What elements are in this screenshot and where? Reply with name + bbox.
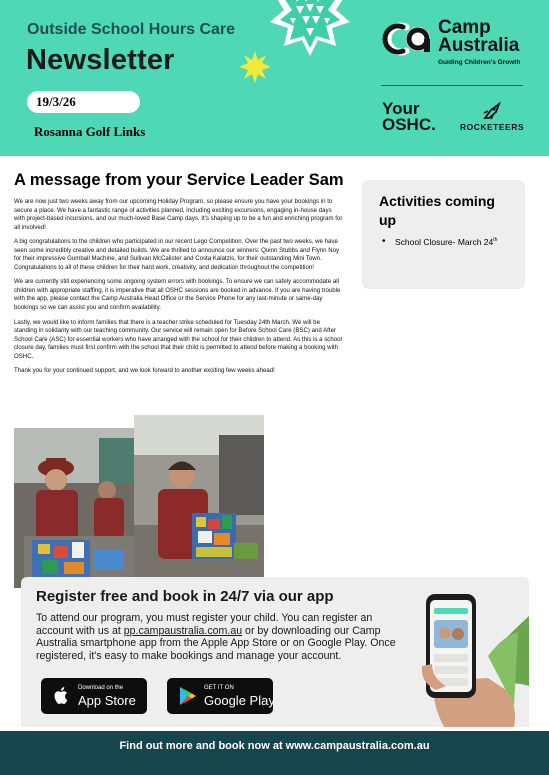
google-play-button[interactable] <box>167 678 273 714</box>
rocketeers-logo <box>456 102 528 132</box>
google-play-text: Google Play <box>204 693 275 708</box>
lego-photo-right <box>134 415 264 588</box>
brand-name-line2: Australia <box>438 35 520 56</box>
service-location: Rosanna Golf Links <box>34 124 146 139</box>
apple-icon <box>50 685 72 707</box>
footer-banner <box>0 731 549 775</box>
register-title: Register free and book in 24/7 via our app <box>36 588 334 605</box>
header-subtitle: Outside School Hours Care <box>27 21 236 38</box>
activity-item <box>382 237 497 247</box>
issue-date: 19/3/26 <box>27 91 140 113</box>
app-store-button[interactable] <box>41 678 147 714</box>
phone-in-hand-illustration <box>418 586 529 727</box>
register-link[interactable]: pp.campaustralia.com.au <box>123 624 243 637</box>
register-body <box>36 612 411 662</box>
message-title: A message from your Service Leader Sam <box>14 171 344 189</box>
your-oshc-logo <box>382 101 436 133</box>
message-paragraph: Thank you for your continued support, and we look forward to another exciting few weeks ahead! <box>14 367 275 375</box>
rocketeers-text: ROCKETEERS <box>459 122 525 132</box>
google-play-icon <box>176 685 198 707</box>
register-text-before: To attend our program, you must register your child. You can register an account with us at <box>36 612 373 637</box>
sun-icon <box>239 51 271 83</box>
message-paragraph: A big congratulations to the children who participated in our recent Lego Competition. Over the past two weeks, we have seen some incredibly creative and detailed builds. We are thrilled to announce our winners: Quinn Stubbs and Flynn Noy for their impressive Gumball Machine, and Sullivan McCalister and Costa Kalatzis, for their outstanding Mini Town. Congratulations to all of these children for their hard work, creativity, and dedication throughout the competition! <box>14 238 340 271</box>
activity-suffix: th <box>493 237 498 244</box>
google-play-small-text: GET IT ON <box>204 685 234 691</box>
newsletter-header <box>0 0 549 156</box>
oshc-line1: Your <box>382 99 420 118</box>
register-text-after: or by downloading our Camp Australia smartphone app from the Apple App Store or on Google Play. Once registered, it's easy to make bookings and manage your account. <box>36 624 396 662</box>
message-paragraph: We are currently still experiencing some ongoing system errors with bookings. To ensure we can safely accommodate all children with appropriate staffing, it is imperative that all OSHC sessions are booked in advance. If you are having trouble with the app, please contact the Camp Australia Head Office or the Service Phone for any last-minute or same-day bookings so we can assist you and confirm availability. <box>14 278 341 312</box>
message-paragraph: We are now just two weeks away from our upcoming Holiday Program, so please ensure you have your bookings in to secure a place. We have a fantastic range of activities planned, including exciting excursions, engaging in-house days with project-based incursions, and our much-loved Base Camp days. It's shaping up to be a fun and enriching program for all involved! <box>14 198 343 231</box>
app-store-small-text: Download on the <box>78 685 124 691</box>
lego-photo-left <box>14 428 134 588</box>
activities-title: Activities coming up <box>379 193 495 228</box>
lego-photo-left-image <box>14 428 134 588</box>
brand-name <box>438 19 519 55</box>
brand-name-line1: Camp <box>438 17 491 38</box>
activities-box <box>362 180 525 289</box>
lego-photo-right-image <box>134 415 264 588</box>
oshc-line2: OSHC. <box>382 115 436 134</box>
message-paragraph: Lastly, we would like to inform families that there is a teacher strike scheduled for Tuesday 24th March. We will be standing in solidarity with our teaching community. Our service will remain open for Before School Care (BSC) and After School Care (ASC) for essential workers who have arranged with the school for their children to attend. As this is a school closure day, families must first confirm with the school that their child is permitted to attend before making a booking with OSHC. <box>14 318 342 360</box>
newsletter-title: Newsletter <box>26 44 175 76</box>
activities-list <box>382 237 497 247</box>
app-store-text: App Store <box>78 693 136 708</box>
camp-australia-mark-icon <box>380 20 434 58</box>
message-body <box>14 198 344 382</box>
activity-text: School Closure- March 24 <box>395 237 494 247</box>
logo-divider <box>381 85 523 86</box>
rocket-icon <box>481 102 503 120</box>
footer-text[interactable]: Find out more and book now at www.campaustralia.com.au <box>119 740 430 752</box>
star-badge-icon <box>258 0 362 56</box>
brand-tagline: Guiding Children's Growth <box>438 59 521 66</box>
